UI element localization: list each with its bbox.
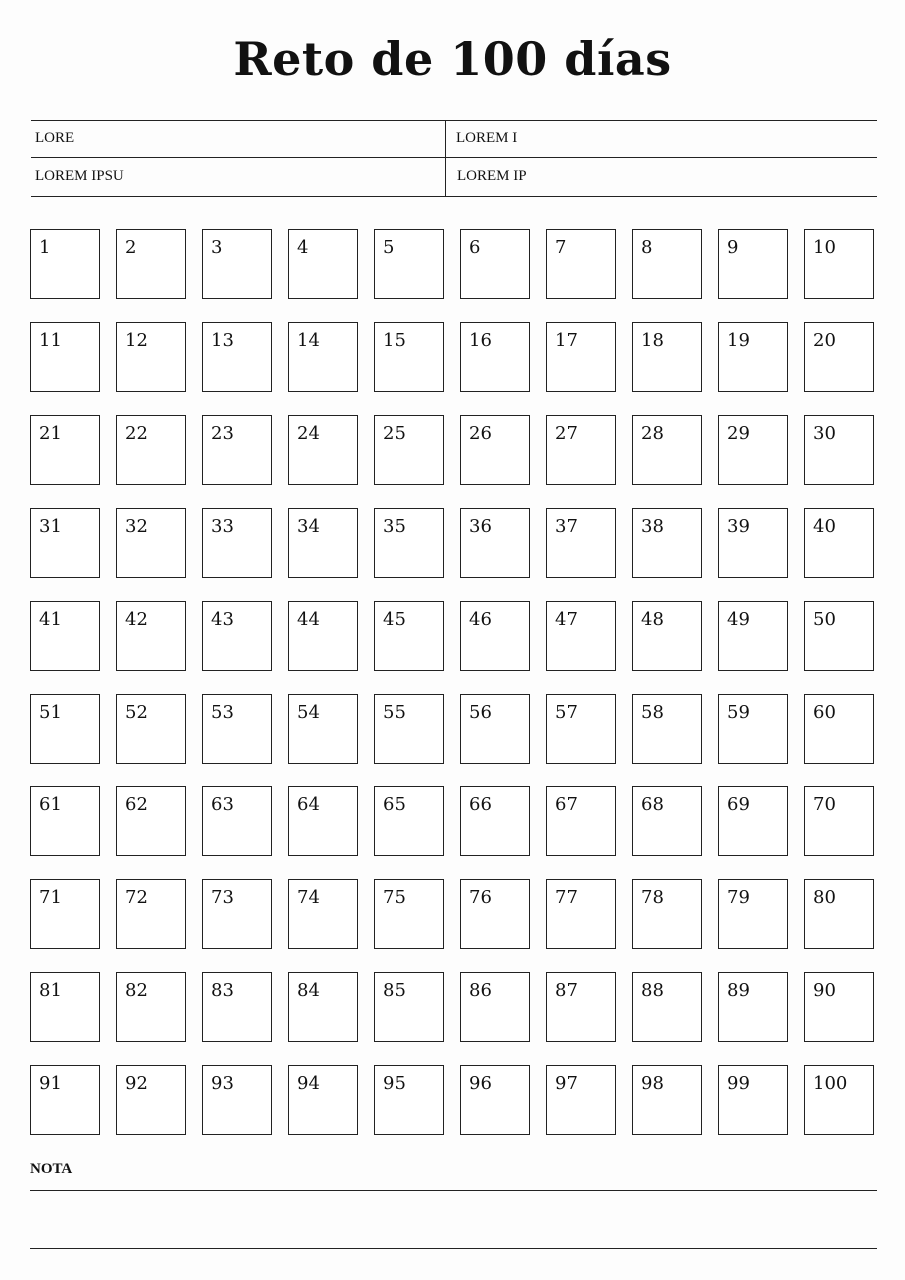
day-box[interactable]	[288, 694, 358, 764]
day-number: 60	[813, 702, 836, 723]
day-number: 2	[125, 237, 137, 258]
day-box[interactable]	[460, 601, 530, 671]
day-box[interactable]	[460, 322, 530, 392]
info-divider-vertical	[445, 121, 446, 196]
day-box[interactable]	[804, 601, 874, 671]
day-number: 94	[297, 1073, 320, 1094]
day-box[interactable]	[632, 229, 702, 299]
day-number: 30	[813, 423, 836, 444]
day-number: 67	[555, 794, 578, 815]
day-box[interactable]	[30, 508, 100, 578]
day-number: 25	[383, 423, 406, 444]
day-number: 80	[813, 887, 836, 908]
day-box[interactable]	[718, 972, 788, 1042]
field-top-left[interactable]: LORE	[35, 130, 75, 146]
day-box[interactable]	[374, 786, 444, 856]
day-box[interactable]	[632, 322, 702, 392]
day-number: 50	[813, 609, 836, 630]
day-box[interactable]	[288, 322, 358, 392]
day-number: 5	[383, 237, 395, 258]
day-number: 42	[125, 609, 148, 630]
day-number: 65	[383, 794, 406, 815]
day-box[interactable]	[460, 786, 530, 856]
day-box[interactable]	[460, 694, 530, 764]
day-box[interactable]	[804, 694, 874, 764]
day-number: 7	[555, 237, 567, 258]
day-number: 73	[211, 887, 234, 908]
day-number: 26	[469, 423, 492, 444]
day-number: 93	[211, 1073, 234, 1094]
day-box[interactable]	[460, 508, 530, 578]
day-box[interactable]	[288, 601, 358, 671]
day-box[interactable]	[116, 972, 186, 1042]
day-number: 6	[469, 237, 481, 258]
day-number: 88	[641, 980, 664, 1001]
day-number: 92	[125, 1073, 148, 1094]
day-box[interactable]	[546, 322, 616, 392]
day-box[interactable]	[718, 322, 788, 392]
day-box[interactable]	[116, 694, 186, 764]
day-number: 75	[383, 887, 406, 908]
day-number: 77	[555, 887, 578, 908]
day-box[interactable]	[202, 322, 272, 392]
day-box[interactable]	[718, 415, 788, 485]
day-number: 38	[641, 516, 664, 537]
day-box[interactable]	[804, 229, 874, 299]
day-number: 28	[641, 423, 664, 444]
day-box[interactable]	[718, 1065, 788, 1135]
day-box[interactable]	[546, 415, 616, 485]
day-box[interactable]	[460, 879, 530, 949]
day-number: 91	[39, 1073, 62, 1094]
nota-label: NOTA	[30, 1161, 73, 1177]
day-number: 31	[39, 516, 62, 537]
day-number: 89	[727, 980, 750, 1001]
day-number: 55	[383, 702, 406, 723]
day-number: 12	[125, 330, 148, 351]
day-box[interactable]	[374, 322, 444, 392]
day-box[interactable]	[804, 786, 874, 856]
day-number: 84	[297, 980, 320, 1001]
day-box[interactable]	[546, 972, 616, 1042]
day-box[interactable]	[718, 694, 788, 764]
day-box[interactable]	[804, 879, 874, 949]
day-number: 59	[727, 702, 750, 723]
day-number: 97	[555, 1073, 578, 1094]
day-box[interactable]	[116, 786, 186, 856]
day-number: 76	[469, 887, 492, 908]
day-number: 71	[39, 887, 62, 908]
day-number: 70	[813, 794, 836, 815]
day-box[interactable]	[30, 415, 100, 485]
day-number: 3	[211, 237, 223, 258]
day-box[interactable]	[30, 786, 100, 856]
day-number: 27	[555, 423, 578, 444]
day-number: 43	[211, 609, 234, 630]
day-number: 34	[297, 516, 320, 537]
day-number: 15	[383, 330, 406, 351]
day-box[interactable]	[288, 508, 358, 578]
day-number: 56	[469, 702, 492, 723]
day-number: 58	[641, 702, 664, 723]
day-box[interactable]	[374, 694, 444, 764]
day-number: 21	[39, 423, 62, 444]
day-number: 47	[555, 609, 578, 630]
day-number: 24	[297, 423, 320, 444]
day-box[interactable]	[116, 1065, 186, 1135]
day-box[interactable]	[202, 415, 272, 485]
day-box[interactable]	[718, 879, 788, 949]
day-number: 74	[297, 887, 320, 908]
day-box[interactable]	[718, 229, 788, 299]
day-box[interactable]	[288, 879, 358, 949]
day-number: 35	[383, 516, 406, 537]
day-box[interactable]	[632, 879, 702, 949]
day-box[interactable]	[116, 601, 186, 671]
day-box[interactable]	[30, 229, 100, 299]
day-number: 14	[297, 330, 320, 351]
day-number: 41	[39, 609, 62, 630]
day-box[interactable]	[546, 229, 616, 299]
day-number: 16	[469, 330, 492, 351]
day-box[interactable]	[288, 1065, 358, 1135]
day-box[interactable]	[374, 879, 444, 949]
day-number: 1	[39, 237, 51, 258]
day-box[interactable]	[202, 229, 272, 299]
day-box[interactable]	[288, 786, 358, 856]
day-number: 96	[469, 1073, 492, 1094]
info-table	[31, 120, 877, 197]
day-number: 18	[641, 330, 664, 351]
day-number: 68	[641, 794, 664, 815]
day-number: 100	[813, 1073, 848, 1094]
day-number: 9	[727, 237, 739, 258]
day-box[interactable]	[460, 1065, 530, 1135]
day-number: 10	[813, 237, 836, 258]
day-number: 72	[125, 887, 148, 908]
day-box[interactable]	[202, 972, 272, 1042]
day-number: 46	[469, 609, 492, 630]
day-box[interactable]	[116, 879, 186, 949]
day-number: 82	[125, 980, 148, 1001]
day-number: 78	[641, 887, 664, 908]
day-number: 79	[727, 887, 750, 908]
day-number: 17	[555, 330, 578, 351]
day-number: 99	[727, 1073, 750, 1094]
day-number: 23	[211, 423, 234, 444]
day-box[interactable]	[546, 879, 616, 949]
day-box[interactable]	[30, 879, 100, 949]
day-number: 19	[727, 330, 750, 351]
day-number: 69	[727, 794, 750, 815]
day-box[interactable]	[288, 229, 358, 299]
day-number: 29	[727, 423, 750, 444]
day-number: 53	[211, 702, 234, 723]
day-box[interactable]	[116, 508, 186, 578]
day-box[interactable]	[30, 1065, 100, 1135]
day-box[interactable]	[718, 601, 788, 671]
day-number: 8	[641, 237, 653, 258]
day-box[interactable]	[804, 415, 874, 485]
day-box[interactable]	[374, 1065, 444, 1135]
day-box[interactable]	[202, 601, 272, 671]
day-box[interactable]	[804, 322, 874, 392]
day-number: 86	[469, 980, 492, 1001]
day-box[interactable]	[546, 1065, 616, 1135]
day-box[interactable]	[202, 786, 272, 856]
day-number: 49	[727, 609, 750, 630]
day-number: 85	[383, 980, 406, 1001]
day-box[interactable]	[546, 694, 616, 764]
field-top-right[interactable]: LOREM I	[456, 130, 518, 146]
day-box[interactable]	[460, 415, 530, 485]
day-box[interactable]	[202, 694, 272, 764]
day-number: 44	[297, 609, 320, 630]
day-number: 48	[641, 609, 664, 630]
day-box[interactable]	[460, 972, 530, 1042]
day-box[interactable]	[632, 786, 702, 856]
day-box[interactable]	[374, 229, 444, 299]
nota-line[interactable]	[30, 1248, 877, 1249]
day-box[interactable]	[804, 972, 874, 1042]
day-number: 36	[469, 516, 492, 537]
day-number: 4	[297, 237, 309, 258]
day-box[interactable]	[116, 322, 186, 392]
day-number: 83	[211, 980, 234, 1001]
day-box[interactable]	[804, 1065, 874, 1135]
day-number: 57	[555, 702, 578, 723]
day-box[interactable]	[288, 972, 358, 1042]
nota-line[interactable]	[30, 1190, 877, 1191]
day-number: 40	[813, 516, 836, 537]
day-box[interactable]	[374, 415, 444, 485]
day-number: 64	[297, 794, 320, 815]
field-bottom-left[interactable]: LOREM IPSU	[35, 168, 124, 184]
day-box[interactable]	[30, 601, 100, 671]
day-box[interactable]	[202, 1065, 272, 1135]
day-number: 90	[813, 980, 836, 1001]
day-number: 63	[211, 794, 234, 815]
day-grid	[30, 229, 876, 1135]
day-number: 11	[39, 330, 62, 351]
day-box[interactable]	[460, 229, 530, 299]
day-box[interactable]	[374, 508, 444, 578]
day-box[interactable]	[632, 972, 702, 1042]
day-box[interactable]	[288, 415, 358, 485]
day-number: 61	[39, 794, 62, 815]
day-box[interactable]	[546, 786, 616, 856]
day-box[interactable]	[632, 694, 702, 764]
day-box[interactable]	[30, 322, 100, 392]
day-box[interactable]	[30, 972, 100, 1042]
day-number: 81	[39, 980, 62, 1001]
day-number: 62	[125, 794, 148, 815]
day-number: 45	[383, 609, 406, 630]
day-number: 33	[211, 516, 234, 537]
day-box[interactable]	[804, 508, 874, 578]
day-number: 20	[813, 330, 836, 351]
day-box[interactable]	[116, 229, 186, 299]
day-number: 87	[555, 980, 578, 1001]
day-box[interactable]	[546, 601, 616, 671]
field-bottom-right[interactable]: LOREM IP	[457, 168, 527, 184]
day-box[interactable]	[632, 1065, 702, 1135]
day-box[interactable]	[718, 786, 788, 856]
day-box[interactable]	[546, 508, 616, 578]
info-divider-horizontal	[31, 157, 877, 158]
day-box[interactable]	[632, 601, 702, 671]
day-box[interactable]	[202, 879, 272, 949]
day-box[interactable]	[374, 601, 444, 671]
day-number: 22	[125, 423, 148, 444]
day-box[interactable]	[30, 694, 100, 764]
day-number: 52	[125, 702, 148, 723]
day-box[interactable]	[632, 415, 702, 485]
day-box[interactable]	[632, 508, 702, 578]
day-number: 54	[297, 702, 320, 723]
page-title: Reto de 100 días	[233, 32, 672, 86]
day-box[interactable]	[374, 972, 444, 1042]
day-number: 13	[211, 330, 234, 351]
day-box[interactable]	[718, 508, 788, 578]
day-number: 98	[641, 1073, 664, 1094]
day-number: 95	[383, 1073, 406, 1094]
day-number: 39	[727, 516, 750, 537]
day-number: 37	[555, 516, 578, 537]
day-box[interactable]	[116, 415, 186, 485]
day-number: 32	[125, 516, 148, 537]
day-number: 51	[39, 702, 62, 723]
day-box[interactable]	[202, 508, 272, 578]
day-number: 66	[469, 794, 492, 815]
